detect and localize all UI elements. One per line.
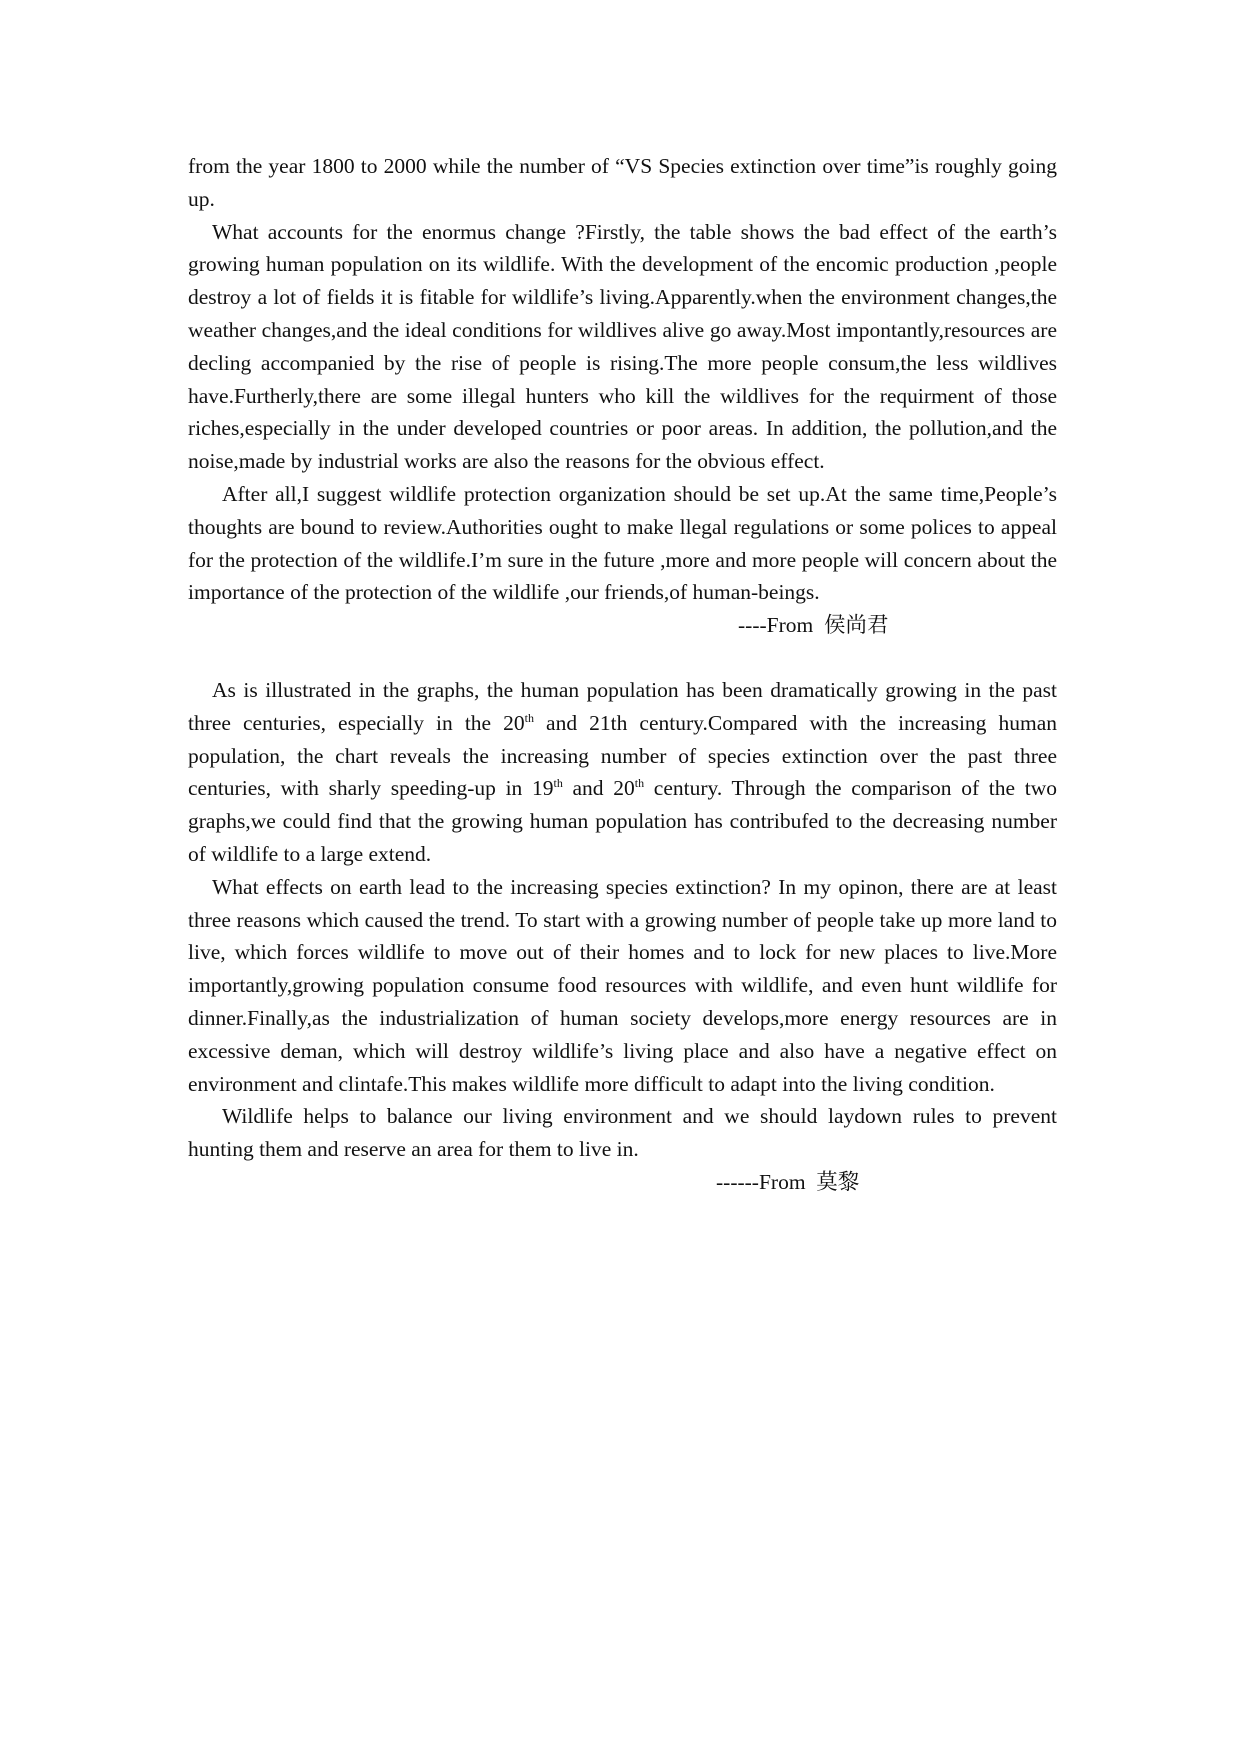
essay-2-paragraph-1-text-d: century. Through the comparison of the two graphs,we could find that the growing human population has contribufed to the decreasing number of wildlife to a large extend. — [188, 776, 1057, 866]
essay-1-paragraph-2: What accounts for the enormus change ?Firstly, the table shows the bad effect of the earth’s growing human population on its wildlife. With the development of the encomic production ,people destroy a lot of fields it is fitable for wildlife’s living.Apparently.when the environment changes,the weather changes,and the ideal conditions for wildlives alive go away.Most impontantly,resources are decling accompanied by the rise of people is rising.The more people consum,the less wildlives have.Furtherly,there are some illegal hunters who kill the wildlives for the requirment of those riches,especially in the under developed countries or poor areas. In addition, the pollution,and the noise,made by industrial works are also the reasons for the obvious effect. — [188, 219, 1057, 474]
essay-2-paragraph-1 — [188, 674, 1057, 871]
essay-2-paragraph-1-text-b: and 21th century.Compared with the increasing human population, the chart reveals the increasing number of species extinction over the past three centuries, with sharly speeding-up in 19 — [188, 710, 1057, 801]
essay-1-paragraph-1: from the year 1800 to 2000 while the number of “VS Species extinction over time”is roughly going up. — [188, 154, 1057, 211]
ordinal-suffix: th — [634, 776, 645, 791]
essay-2-paragraph-1-text-a: As is illustrated in the graphs, the human population has been dramatically growing in the past three centuries, especially in the 20 — [188, 677, 1057, 735]
essay-2 — [188, 674, 1057, 1199]
essay-2-paragraph-1-text-c: and 20 — [562, 776, 635, 801]
essay-2-paragraph-3: Wildlife helps to balance our living environment and we should laydown rules to prevent hunting them and reserve an area for them to live in. — [188, 1104, 1057, 1162]
essay-1-signature: ----From 侯尚君 — [738, 613, 889, 638]
essay-2-signature: ------From 莫黎 — [716, 1169, 860, 1194]
ordinal-suffix: th — [524, 710, 534, 725]
document-page — [188, 150, 1057, 1199]
essay-2-paragraph-2: What effects on earth lead to the increasing species extinction? In my opinon, there are at least three reasons which caused the trend. To start with a growing number of people take up more land to live, which forces wildlife to move out of their homes and to lock for new places to live.More importantly,growing population consume food resources with wildlife, and even hunt wildlife for dinner.Finally,as the industrialization of human society develops,more energy resources are in excessive deman, which will destroy wildlife’s living place and also have a negative effect on environment and clintafe.This makes wildlife more difficult to adapt into the living condition. — [188, 874, 1057, 1096]
ordinal-suffix: th — [553, 776, 563, 791]
essay-1-paragraph-3: After all,I suggest wildlife protection organization should be set up.At the same time,People’s thoughts are bound to review.Authorities ought to make llegal regulations or some polices to appeal for the protection of the wildlife.I’m sure in the future ,more and more people will concern about the importance of the protection of the wildlife ,our friends,of human-beings. — [188, 481, 1057, 605]
section-gap — [188, 642, 1057, 674]
essay-1 — [188, 150, 1057, 642]
